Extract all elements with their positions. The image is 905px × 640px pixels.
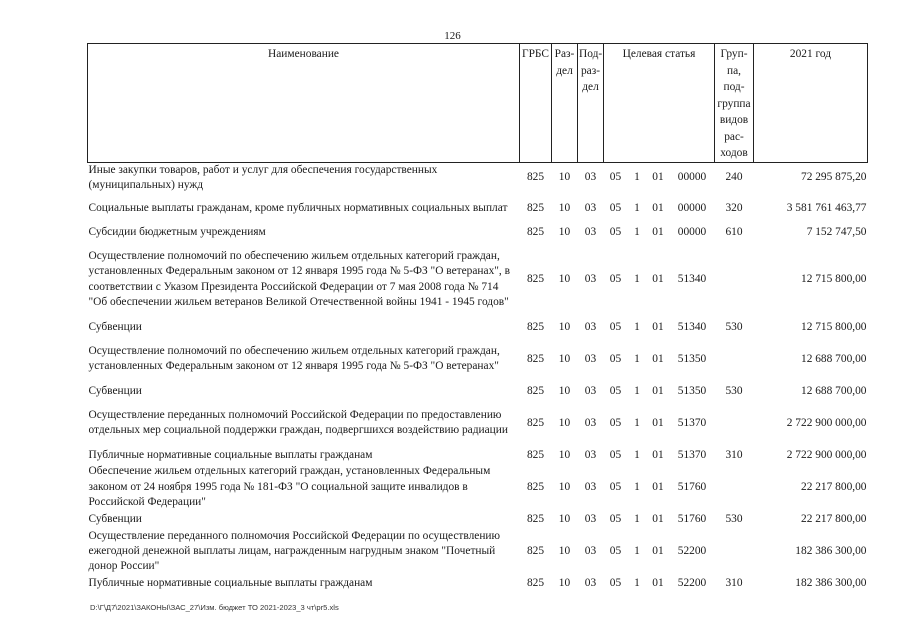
row-cs-type: 1 <box>634 171 640 184</box>
row-grbs: 825 <box>526 416 545 429</box>
header-year-2021: 2021 год <box>754 44 868 163</box>
row-amount: 182 386 300,00 <box>795 544 867 557</box>
row-razdel: 10 <box>558 384 571 397</box>
row-name: Осуществление полномочий по обеспечению жильем отдельных категорий граждан, установленных Федеральным законом от 12 января 1995 года № 5-ФЗ "О ветеранах", в соответствии с Указом Президента Российской Федерации от 7 мая 2008 года № 714 "Об обеспечении жильем ветеранов Великой Отечественной войны 1941 - 1945 годов" <box>88 250 510 309</box>
row-podrazdel: 03 <box>584 201 597 214</box>
row-expense-type: 310 <box>725 577 743 590</box>
row-cs-main: 01 <box>652 201 664 214</box>
row-cs-main: 01 <box>652 448 664 461</box>
row-cs-direction: 51760 <box>677 512 707 525</box>
row-cs-type: 1 <box>634 544 640 557</box>
row-name: Осуществление переданных полномочий Российской Федерации по предоставлению отдельных мер социальной поддержки граждан, подвергшихся воздействию радиации <box>88 408 508 437</box>
row-amount: 7 152 747,50 <box>806 225 867 238</box>
row-cs-program: 05 <box>609 544 622 557</box>
row-cs-type: 1 <box>634 273 640 286</box>
row-expense-type: 530 <box>725 384 743 397</box>
row-podrazdel: 03 <box>584 544 597 557</box>
row-podrazdel: 03 <box>584 448 597 461</box>
row-grbs: 825 <box>526 201 545 214</box>
row-amount: 182 386 300,00 <box>795 577 867 590</box>
row-podrazdel: 03 <box>584 225 597 238</box>
row-cs-main: 01 <box>652 171 664 184</box>
page-number: 126 <box>444 30 461 42</box>
header-expense-group: Груп-па, под-группа видов рас-ходов <box>715 44 754 163</box>
header-target-article: Целевая статья <box>604 44 715 163</box>
row-amount: 22 217 800,00 <box>801 480 867 493</box>
row-expense-type: 530 <box>725 512 743 525</box>
row-cs-program: 05 <box>609 384 622 397</box>
row-cs-direction: 52200 <box>677 577 707 590</box>
row-grbs: 825 <box>526 480 545 493</box>
row-name: Обеспечение жильем отдельных категорий граждан, установленных Федеральным законом от 24 ноября 1995 года № 181-ФЗ "О социальной защите инвалидов в Российской Федерации" <box>88 465 491 509</box>
row-cs-type: 1 <box>634 225 640 238</box>
row-grbs: 825 <box>526 171 545 184</box>
row-razdel: 10 <box>558 448 571 461</box>
row-amount: 12 715 800,00 <box>801 320 867 333</box>
row-podrazdel: 03 <box>584 384 597 397</box>
row-name: Субвенции <box>88 512 142 525</box>
row-cs-main: 01 <box>652 577 664 590</box>
row-grbs: 825 <box>526 577 545 590</box>
table-row <box>88 193 868 223</box>
row-razdel: 10 <box>558 544 571 557</box>
row-cs-direction: 51350 <box>677 384 707 397</box>
row-name: Субвенции <box>88 320 142 333</box>
row-podrazdel: 03 <box>584 512 597 525</box>
row-razdel: 10 <box>558 480 571 493</box>
row-grbs: 825 <box>526 352 545 365</box>
row-cs-type: 1 <box>634 416 640 429</box>
row-cs-program: 05 <box>609 352 622 365</box>
row-podrazdel: 03 <box>584 273 597 286</box>
row-cs-direction: 51340 <box>677 273 707 286</box>
row-podrazdel: 03 <box>584 480 597 493</box>
row-cs-direction: 51760 <box>677 480 707 493</box>
row-name: Субвенции <box>88 384 142 397</box>
table-header-row <box>88 44 868 163</box>
header-podrazdel: Под-раз-дел <box>578 44 604 163</box>
table-row <box>88 511 868 529</box>
row-cs-type: 1 <box>634 512 640 525</box>
row-cs-program: 05 <box>609 171 622 184</box>
row-expense-type: 310 <box>725 448 743 461</box>
row-cs-main: 01 <box>652 416 664 429</box>
table-row <box>88 162 868 193</box>
row-podrazdel: 03 <box>584 577 597 590</box>
row-cs-type: 1 <box>634 201 640 214</box>
row-cs-direction: 00000 <box>677 201 707 214</box>
row-amount: 12 688 700,00 <box>801 384 867 397</box>
row-amount: 2 722 900 000,00 <box>786 416 867 429</box>
row-cs-direction: 52200 <box>677 544 707 557</box>
row-expense-type: 530 <box>725 320 743 333</box>
row-name: Социальные выплаты гражданам, кроме публичных нормативных социальных выплат <box>88 201 508 214</box>
header-razdel: Раз-дел <box>552 44 578 163</box>
row-cs-type: 1 <box>634 384 640 397</box>
row-podrazdel: 03 <box>584 171 597 184</box>
header-grbs: ГРБС <box>520 44 552 163</box>
row-expense-type <box>715 529 754 575</box>
row-razdel: 10 <box>558 201 571 214</box>
row-expense-type: 240 <box>725 171 743 184</box>
row-cs-main: 01 <box>652 320 664 333</box>
row-razdel: 10 <box>558 512 571 525</box>
row-cs-program: 05 <box>609 480 622 493</box>
table-row <box>88 529 868 575</box>
row-cs-program: 05 <box>609 416 622 429</box>
table-row <box>88 446 868 464</box>
row-cs-main: 01 <box>652 512 664 525</box>
row-razdel: 10 <box>558 577 571 590</box>
row-podrazdel: 03 <box>584 320 597 333</box>
row-amount: 72 295 875,20 <box>801 171 867 184</box>
row-grbs: 825 <box>526 384 545 397</box>
row-cs-program: 05 <box>609 273 622 286</box>
row-cs-program: 05 <box>609 201 622 214</box>
row-cs-direction: 51370 <box>677 416 707 429</box>
row-name: Иные закупки товаров, работ и услуг для обеспечения государственных (муниципальных) нужд <box>88 163 438 191</box>
row-amount: 12 688 700,00 <box>801 352 867 365</box>
row-cs-program: 05 <box>609 512 622 525</box>
row-cs-direction: 00000 <box>677 171 707 184</box>
row-cs-main: 01 <box>652 352 664 365</box>
row-expense-type <box>715 241 754 318</box>
row-cs-program: 05 <box>609 320 622 333</box>
row-cs-main: 01 <box>652 544 664 557</box>
row-razdel: 10 <box>558 416 571 429</box>
row-cs-type: 1 <box>634 320 640 333</box>
row-expense-type: 610 <box>725 225 743 238</box>
row-cs-main: 01 <box>652 273 664 286</box>
row-name: Осуществление переданного полномочия Российской Федерации по осуществлению ежегодной денежной выплаты лицам, награжденным нагрудным знаком "Почетный донор России" <box>88 529 501 573</box>
row-podrazdel: 03 <box>584 352 597 365</box>
table-row <box>88 575 868 593</box>
row-name: Осуществление полномочий по обеспечению жильем отдельных категорий граждан, установленных Федеральным законом от 12 января 1995 года № 5-ФЗ "О ветеранах" <box>88 344 500 373</box>
row-amount: 3 581 761 463,77 <box>786 201 867 214</box>
row-cs-type: 1 <box>634 577 640 590</box>
row-cs-main: 01 <box>652 225 664 238</box>
table-row <box>88 241 868 318</box>
row-name: Публичные нормативные социальные выплаты гражданам <box>88 577 373 590</box>
budget-table <box>87 43 868 593</box>
row-razdel: 10 <box>558 171 571 184</box>
row-grbs: 825 <box>526 512 545 525</box>
row-cs-type: 1 <box>634 352 640 365</box>
row-cs-main: 01 <box>652 384 664 397</box>
row-podrazdel: 03 <box>584 416 597 429</box>
row-cs-program: 05 <box>609 448 622 461</box>
row-razdel: 10 <box>558 320 571 333</box>
table-row <box>88 400 868 446</box>
row-amount: 2 722 900 000,00 <box>786 448 867 461</box>
row-razdel: 10 <box>558 225 571 238</box>
row-amount: 22 217 800,00 <box>801 512 867 525</box>
row-expense-type <box>715 464 754 510</box>
row-name: Субсидии бюджетным учреждениям <box>88 225 266 238</box>
row-grbs: 825 <box>526 273 545 286</box>
row-name: Публичные нормативные социальные выплаты гражданам <box>88 448 373 461</box>
row-expense-type: 320 <box>725 201 743 214</box>
header-name: Наименование <box>88 44 520 163</box>
row-cs-direction: 00000 <box>677 225 707 238</box>
table-row <box>88 382 868 400</box>
row-cs-direction: 51370 <box>677 448 707 461</box>
row-cs-direction: 51340 <box>677 320 707 333</box>
row-amount: 12 715 800,00 <box>801 273 867 286</box>
row-grbs: 825 <box>526 448 545 461</box>
row-cs-type: 1 <box>634 448 640 461</box>
row-grbs: 825 <box>526 225 545 238</box>
row-expense-type <box>715 400 754 446</box>
row-grbs: 825 <box>526 544 545 557</box>
footer-file-path: D:\Г\Д7\2021\ЗАКОНЫ\ЗАС_27\Изм. бюджет ТО 2021-2023_3 чт\pr5.xls <box>90 603 339 612</box>
row-cs-program: 05 <box>609 225 622 238</box>
row-razdel: 10 <box>558 352 571 365</box>
row-expense-type <box>715 336 754 382</box>
table-row <box>88 318 868 336</box>
row-cs-direction: 51350 <box>677 352 707 365</box>
row-cs-type: 1 <box>634 480 640 493</box>
row-razdel: 10 <box>558 273 571 286</box>
table-row <box>88 336 868 382</box>
table-row <box>88 464 868 510</box>
row-grbs: 825 <box>526 320 545 333</box>
row-cs-main: 01 <box>652 480 664 493</box>
row-cs-program: 05 <box>609 577 622 590</box>
table-row <box>88 223 868 241</box>
